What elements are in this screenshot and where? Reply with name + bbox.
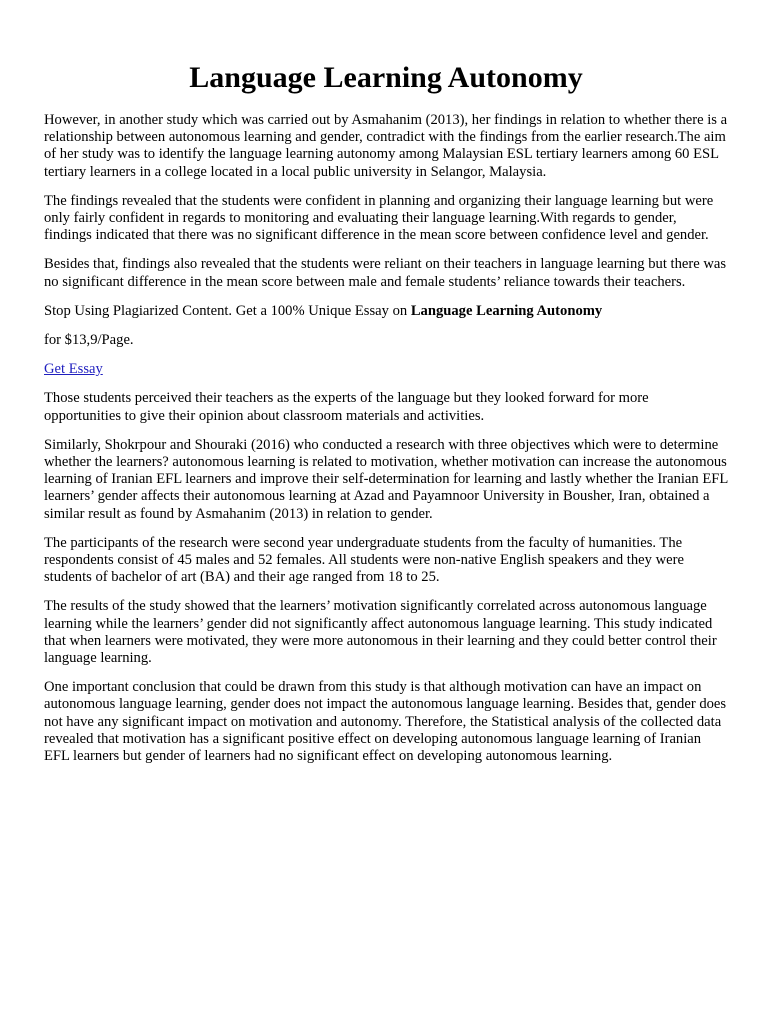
paragraph-asmahanim-study: However, in another study which was carried out by Asmahanim (2013), her findings in relation to whether there is a relationship between autonomous learning and gender, contradict with the findings from the earlier research.The aim of her study was to identify the language learning autonomy among Malaysian ESL tertiary learners among 60 ESL tertiary learners in a college located in a local public university in Selangor, Malaysia. <box>44 112 728 180</box>
promo-lead-text: Stop Using Plagiarized Content. Get a 100% Unique Essay on <box>44 302 408 319</box>
promo-price: for $13,9/Page. <box>44 332 134 349</box>
paragraph-shokrpour-study: Similarly, Shokrpour and Shouraki (2016) who conducted a research with three objectives which were to determine whether the learners? autonomous learning is related to motivation, whether motivation can increase the autonomous learning of Iranian EFL learners and improve their self-determination for learning and lastly whether the Iranian EFL learners’ gender affects their autonomous learning at Azad and Payamnoor University in Bousher, Iran, obtained a similar result as found by Asmahanim (2013) in relation to gender. <box>44 436 728 522</box>
paragraph-participants: The participants of the research were second year undergraduate students from the faculty of humanities. The respondents consist of 45 males and 52 females. All students were non-native English speakers and they were students of bachelor of art (BA) and their age ranged from 18 to 25. <box>44 534 684 586</box>
get-essay-link[interactable]: Get Essay <box>44 361 103 378</box>
page-title: Language Learning Autonomy <box>189 61 583 94</box>
paragraph-findings-confidence: The findings revealed that the students were confident in planning and organizing their language learning but were only fairly confident in regards to monitoring and evaluating their language learning.With regards to gender, findings indicated that there was no significant difference in the mean score between confidence level and gender. <box>44 192 714 244</box>
paragraph-conclusion: One important conclusion that could be drawn from this study is that although motivation can have an impact on autonomous language learning, gender does not impact the autonomous language learning. Besides that, gender does not have any significant impact on motivation and autonomy. Therefore, the Statistical analysis of the collected data revealed that motivation has a significant positive effect on developing autonomous language learning of Iranian EFL learners but gender of learners had no significant effect on developing autonomous learning. <box>44 679 727 765</box>
paragraph-teachers-experts: Those students perceived their teachers as the experts of the language but they looked forward for more opportunities to give their opinion about classroom materials and activities. <box>44 390 649 424</box>
paragraph-teacher-reliance: Besides that, findings also revealed that the students were reliant on their teachers in language learning but there was no significant difference in the mean score between male and female students’ reliance towards their teachers. <box>44 256 727 290</box>
paragraph-results: The results of the study showed that the learners’ motivation significantly correlated across autonomous language learning while the learners’ gender did not significantly affect autonomous language learning. This study indicated that when learners were motivated, they were more autonomous in their learning and they could better control their language learning. <box>44 598 717 667</box>
promo-text <box>44 303 728 320</box>
promo-essay-title: Language Learning Autonomy <box>410 302 603 319</box>
get-essay-row <box>44 361 728 378</box>
